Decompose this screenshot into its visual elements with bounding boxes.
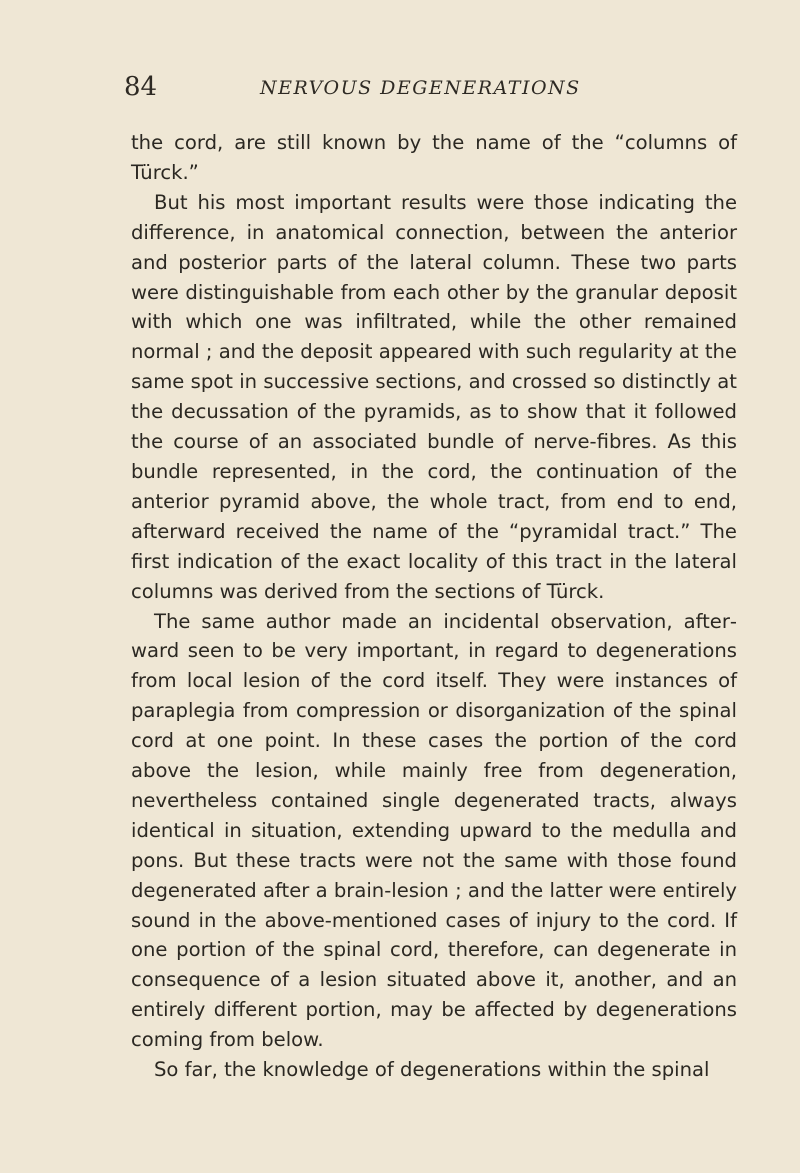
running-head: NERVOUS DEGENERATIONS [260,77,581,99]
paragraph: But his most important results were those indicating the difference, in anatomical connection, between the anterior and posterior parts of the lateral column. These two parts were distinguishable from each other by the granular deposit with which one was infiltrated, while the other remained normal ; and the deposit appeared with such regularity at the same spot in successive sections, and crossed so distinctly at the decussation of the pyramids, as to show that it followed the course of an associated bundle of nerve-fibres. As this bundle represented, in the cord, the continuation of the anterior pyramid above, the whole tract, from end to end, afterward received the name of the “pyramidal tract.” The first indication of the exact locality of this tract in the lateral columns was derived from the sections of Türck. [131,190,737,603]
paragraph: The same author made an incidental observation, afterward seen to be very important, in regard to degenerations from local lesion of the cord itself. They were instances of paraplegia from compression or disorganization of the spinal cord at one point. In these cases the portion of the cord above the lesion, while mainly free from degeneration, nevertheless contained single degenerated tracts, always identical in situation, extending upward to the medulla and pons. But these tracts were not the same with those found degenerated after a brain-lesion ; and the latter were entirely sound in the above-mentioned cases of injury to the cord. If one portion of the spinal cord, therefore, can degenerate in consequence of a lesion situated above it, another, and an entirely different portion, may be affected by degenerations coming from below. [131,609,737,1052]
page-header [124,70,734,104]
paragraph-continuation: the cord, are still known by the name of the “columns of Türck.” [131,131,737,184]
paragraph: So far, the knowledge of degenerations within the spinal [154,1058,710,1082]
page-number: 84 [124,72,158,102]
body-text [131,128,737,1085]
